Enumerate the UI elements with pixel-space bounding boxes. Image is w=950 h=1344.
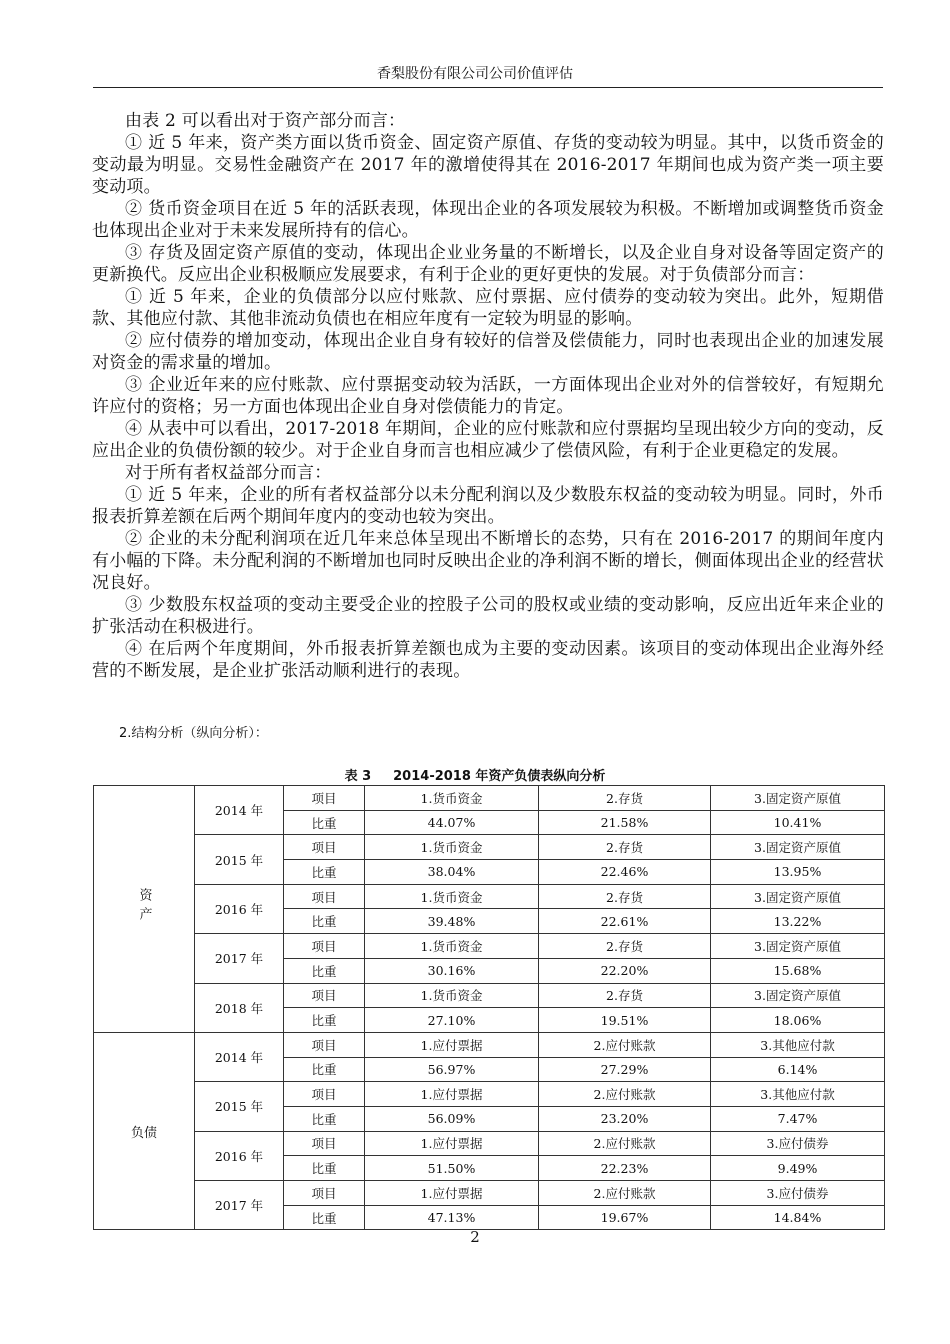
item-name-cell: 1.应付票据 <box>365 1082 539 1107</box>
row-label-item: 项目 <box>284 786 365 811</box>
ratio-value-cell: 22.23% <box>539 1156 711 1181</box>
item-name-cell: 1.货币资金 <box>365 934 539 959</box>
row-label-item: 项目 <box>284 1032 365 1057</box>
item-name-cell: 1.应付票据 <box>365 1032 539 1057</box>
table-row <box>94 1082 885 1107</box>
ratio-value-cell: 30.16% <box>365 958 539 983</box>
item-name-cell: 1.货币资金 <box>365 786 539 811</box>
ratio-value-cell: 9.49% <box>711 1156 885 1181</box>
ratio-value-cell: 51.50% <box>365 1156 539 1181</box>
row-label-ratio: 比重 <box>284 1057 365 1082</box>
table-row <box>94 884 885 909</box>
row-label-ratio: 比重 <box>284 1156 365 1181</box>
paragraph: 由表 2 可以看出对于资产部分而言： <box>125 111 406 131</box>
item-name-cell: 2.存货 <box>539 786 711 811</box>
item-name-cell: 1.应付票据 <box>365 1181 539 1206</box>
paragraph: ③ 少数股东权益项的变动主要受企业的控股子公司的股权或业绩的变动影响，反应出近年来企业的扩张活动在积极进行。 <box>92 595 884 637</box>
row-label-item: 项目 <box>284 835 365 860</box>
table-row <box>94 983 885 1008</box>
row-label-item: 项目 <box>284 1082 365 1107</box>
row-label-ratio: 比重 <box>284 860 365 885</box>
ratio-value-cell: 38.04% <box>365 860 539 885</box>
ratio-value-cell: 44.07% <box>365 810 539 835</box>
table-row <box>94 1131 885 1156</box>
ratio-value-cell: 14.84% <box>711 1205 885 1230</box>
row-label-ratio: 比重 <box>284 1008 365 1033</box>
paragraph: ① 近 5 年来，资产类方面以货币资金、固定资产原值、存货的变动较为明显。其中，以货币资金的变动最为明显。交易性金融资产在 2017 年的激增使得其在 2016-2017 年期间也成为资产类一项主要变动项。 <box>92 133 884 197</box>
year-cell: 2018 年 <box>195 983 284 1032</box>
balance-sheet-vertical-table <box>93 785 885 1230</box>
item-name-cell: 3.固定资产原值 <box>711 786 885 811</box>
ratio-value-cell: 23.20% <box>539 1106 711 1131</box>
year-cell: 2014 年 <box>195 1032 284 1081</box>
paragraph: ② 货币资金项目在近 5 年的活跃表现，体现出企业的各项发展较为积极。不断增加或调整货币资金也体现出企业对于未来发展所持有的信心。 <box>92 199 884 241</box>
item-name-cell: 3.固定资产原值 <box>711 884 885 909</box>
row-label-ratio: 比重 <box>284 810 365 835</box>
ratio-value-cell: 19.67% <box>539 1205 711 1230</box>
row-label-item: 项目 <box>284 1131 365 1156</box>
paragraph: ④ 从表中可以看出，2017-2018 年期间，企业的应付账款和应付票据均呈现出较少方向的变动，反应出企业的负债份额的较少。对于企业自身而言也相应减少了偿债风险，有利于企业更稳定的发展。 <box>92 419 884 461</box>
row-label-ratio: 比重 <box>284 1106 365 1131</box>
item-name-cell: 3.固定资产原值 <box>711 835 885 860</box>
ratio-value-cell: 22.20% <box>539 958 711 983</box>
table-row <box>94 835 885 860</box>
ratio-value-cell: 6.14% <box>711 1057 885 1082</box>
row-label-ratio: 比重 <box>284 958 365 983</box>
table-row <box>94 934 885 959</box>
year-cell: 2015 年 <box>195 835 284 884</box>
ratio-value-cell: 18.06% <box>711 1008 885 1033</box>
item-name-cell: 1.货币资金 <box>365 983 539 1008</box>
paragraph: ② 企业的未分配利润项在近几年来总体呈现出不断增长的态势，只有在 2016-2017 的期间年度内有小幅的下降。未分配利润的不断增加也同时反映出企业的净利润不断的增长，侧面体现出企业的经营状况良好。 <box>92 529 884 593</box>
table-caption-title: 2014-2018 年资产负债表纵向分析 <box>393 769 606 784</box>
ratio-value-cell: 7.47% <box>711 1106 885 1131</box>
ratio-value-cell: 21.58% <box>539 810 711 835</box>
header-divider <box>93 87 883 88</box>
item-name-cell: 2.存货 <box>539 835 711 860</box>
ratio-value-cell: 56.97% <box>365 1057 539 1082</box>
category-cell <box>94 1032 195 1230</box>
item-name-cell: 1.货币资金 <box>365 835 539 860</box>
item-name-cell: 2.应付账款 <box>539 1181 711 1206</box>
item-name-cell: 2.应付账款 <box>539 1131 711 1156</box>
item-name-cell: 1.应付票据 <box>365 1131 539 1156</box>
table-caption-number: 表 3 <box>344 769 372 784</box>
row-label-item: 项目 <box>284 1181 365 1206</box>
item-name-cell: 2.应付账款 <box>539 1032 711 1057</box>
year-cell: 2017 年 <box>195 934 284 983</box>
row-label-ratio: 比重 <box>284 1205 365 1230</box>
item-name-cell: 3.其他应付款 <box>711 1082 885 1107</box>
ratio-value-cell: 22.61% <box>539 909 711 934</box>
ratio-value-cell: 39.48% <box>365 909 539 934</box>
item-name-cell: 2.存货 <box>539 884 711 909</box>
paragraph: ③ 存货及固定资产原值的变动，体现出企业业务量的不断增长，以及企业自身对设备等固定资产的更新换代。反应出企业积极顺应发展要求，有利于企业的更好更快的发展。对于负债部分而言： <box>92 243 884 285</box>
row-label-ratio: 比重 <box>284 909 365 934</box>
category-label: 资产 <box>136 888 152 927</box>
year-cell: 2017 年 <box>195 1181 284 1230</box>
page-number: 2 <box>470 1228 480 1246</box>
table-row <box>94 1181 885 1206</box>
ratio-value-cell: 10.41% <box>711 810 885 835</box>
category-cell <box>94 786 195 1033</box>
ratio-value-cell: 27.10% <box>365 1008 539 1033</box>
ratio-value-cell: 13.95% <box>711 860 885 885</box>
item-name-cell: 2.存货 <box>539 934 711 959</box>
ratio-value-cell: 19.51% <box>539 1008 711 1033</box>
year-cell: 2014 年 <box>195 786 284 835</box>
section-heading: 2.结构分析（纵向分析）： <box>119 726 268 741</box>
row-label-item: 项目 <box>284 983 365 1008</box>
ratio-value-cell: 47.13% <box>365 1205 539 1230</box>
ratio-value-cell: 56.09% <box>365 1106 539 1131</box>
ratio-value-cell: 13.22% <box>711 909 885 934</box>
body-text <box>92 110 884 682</box>
item-name-cell: 3.应付债券 <box>711 1181 885 1206</box>
table-row <box>94 786 885 811</box>
paragraph: 对于所有者权益部分而言： <box>125 463 332 483</box>
item-name-cell: 3.固定资产原值 <box>711 983 885 1008</box>
item-name-cell: 3.应付债券 <box>711 1131 885 1156</box>
paragraph: ① 近 5 年来，企业的负债部分以应付账款、应付票据、应付债券的变动较为突出。此外，短期借款、其他应付款、其他非流动负债也在相应年度有一定较为明显的影响。 <box>92 287 884 329</box>
year-cell: 2016 年 <box>195 1131 284 1180</box>
ratio-value-cell: 22.46% <box>539 860 711 885</box>
table-row <box>94 1032 885 1057</box>
item-name-cell: 2.应付账款 <box>539 1082 711 1107</box>
item-name-cell: 3.其他应付款 <box>711 1032 885 1057</box>
item-name-cell: 3.固定资产原值 <box>711 934 885 959</box>
ratio-value-cell: 15.68% <box>711 958 885 983</box>
paragraph: ① 近 5 年来，企业的所有者权益部分以未分配利润以及少数股东权益的变动较为明显。同时，外币报表折算差额在后两个期间年度内的变动也较为突出。 <box>92 485 884 527</box>
item-name-cell: 2.存货 <box>539 983 711 1008</box>
row-label-item: 项目 <box>284 884 365 909</box>
paragraph: ④ 在后两个年度期间，外币报表折算差额也成为主要的变动因素。该项目的变动体现出企业海外经营的不断发展，是企业扩张活动顺利进行的表现。 <box>92 639 884 681</box>
ratio-value-cell: 27.29% <box>539 1057 711 1082</box>
year-cell: 2015 年 <box>195 1082 284 1131</box>
paragraph: ② 应付债券的增加变动，体现出企业自身有较好的信誉及偿债能力，同时也表现出企业的加速发展对资金的需求量的增加。 <box>92 331 884 373</box>
year-cell: 2016 年 <box>195 884 284 933</box>
page-header-title: 香梨股份有限公司公司价值评估 <box>377 66 573 82</box>
item-name-cell: 1.货币资金 <box>365 884 539 909</box>
paragraph: ③ 企业近年来的应付账款、应付票据变动较为活跃，一方面体现出企业对外的信誉较好，有短期允许应付的资格；另一方面也体现出企业自身对偿债能力的肯定。 <box>92 375 884 417</box>
row-label-item: 项目 <box>284 934 365 959</box>
category-label: 负债 <box>130 1125 157 1141</box>
table-caption <box>0 765 950 784</box>
